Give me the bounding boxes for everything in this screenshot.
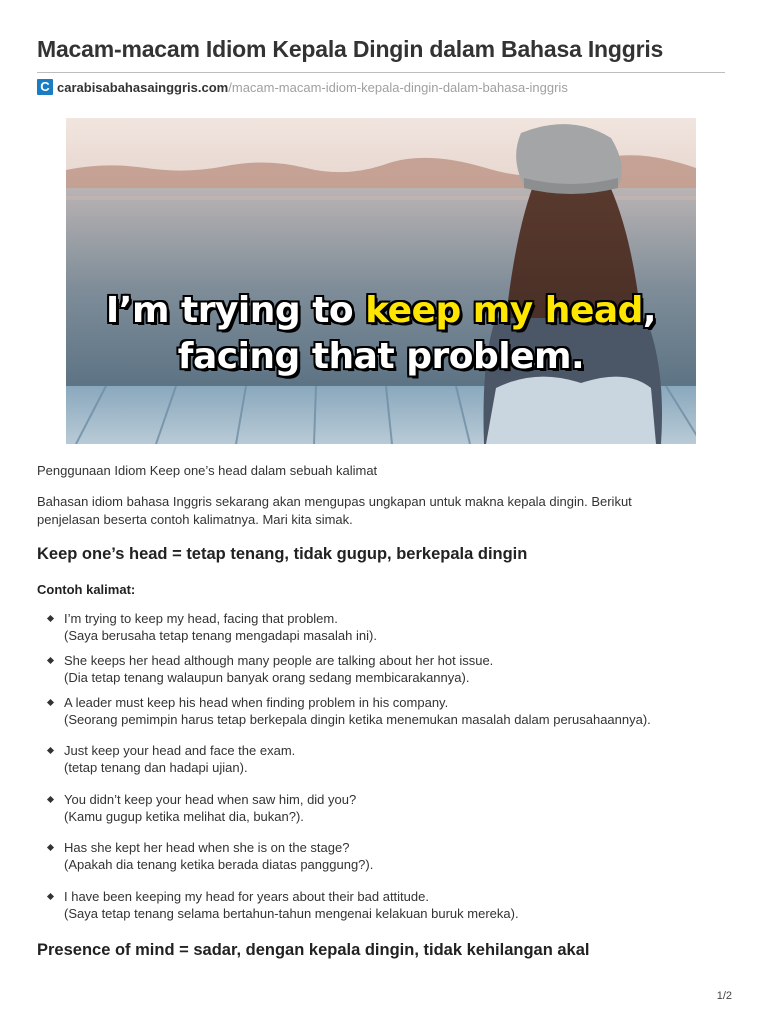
bullet-icon	[47, 699, 54, 706]
example-translation: (Saya tetap tenang selama bertahun-tahun mengenai kelakuan buruk mereka).	[64, 906, 519, 921]
intro-paragraph-line-2: penjelasan beserta contoh kalimatnya. Mari kita simak.	[37, 512, 353, 527]
section-heading-presence-of-mind: Presence of mind = sadar, dengan kepala dingin, tidak kehilangan akal	[37, 941, 590, 959]
list-item	[48, 888, 519, 922]
bullet-icon	[47, 844, 54, 851]
intro-paragraph	[37, 493, 727, 529]
example-translation: (Dia tetap tenang walaupun banyak orang sedang membicarakannya).	[64, 670, 470, 685]
example-english: She keeps her head although many people are talking about her hot issue.	[64, 653, 494, 668]
hero-caption-line-2: facing that problem.	[177, 336, 585, 377]
example-translation: (tetap tenang dan hadapi ujian).	[64, 760, 248, 775]
bullet-icon	[47, 747, 54, 754]
intro-paragraph-line-1: Bahasan idiom bahasa Inggris sekarang akan mengupas ungkapan untuk makna kepala dingin. Berikut	[37, 494, 632, 509]
page-title: Macam-macam Idiom Kepala Dingin dalam Bahasa Inggris	[37, 36, 664, 62]
source-domain[interactable]: carabisabahasainggris.com	[57, 79, 229, 95]
site-favicon-icon: C	[37, 79, 53, 95]
source-url[interactable]	[37, 79, 568, 95]
bullet-icon	[47, 657, 54, 664]
example-english: Just keep your head and face the exam.	[64, 743, 296, 758]
list-item	[48, 610, 377, 644]
bullet-icon	[47, 615, 54, 622]
example-translation: (Apakah dia tenang ketika berada diatas panggung?).	[64, 857, 374, 872]
bullet-icon	[47, 893, 54, 900]
bullet-icon	[47, 796, 54, 803]
title-divider	[37, 72, 725, 73]
list-item	[48, 839, 373, 873]
hero-caption-line-1: I’m trying to keep my head,	[105, 290, 657, 331]
example-translation: (Saya berusaha tetap tenang mengadapi masalah ini).	[64, 628, 377, 643]
source-path[interactable]: /macam-macam-idiom-kepala-dingin-dalam-bahasa-inggris	[228, 79, 568, 95]
example-english: I’m trying to keep my head, facing that problem.	[64, 611, 338, 626]
hero-image	[66, 118, 696, 444]
example-english: You didn’t keep your head when saw him, did you?	[64, 792, 357, 807]
example-english: A leader must keep his head when finding problem in his company.	[64, 695, 449, 710]
image-caption: Penggunaan Idiom Keep one’s head dalam sebuah kalimat	[37, 463, 378, 478]
example-translation: (Kamu gugup ketika melihat dia, bukan?).	[64, 809, 304, 824]
examples-label: Contoh kalimat:	[37, 582, 136, 597]
hero-photo	[66, 118, 696, 444]
example-english: Has she kept her head when she is on the stage?	[64, 840, 350, 855]
list-item	[48, 791, 356, 825]
list-item	[48, 694, 651, 728]
list-item	[48, 652, 493, 686]
hero-caption-highlight: keep my head	[365, 290, 643, 331]
page-number: 1/2	[716, 990, 732, 1002]
list-item	[48, 742, 295, 776]
section-heading-keep-ones-head: Keep one’s head = tetap tenang, tidak gugup, berkepala dingin	[37, 545, 528, 563]
example-translation: (Seorang pemimpin harus tetap berkepala dingin ketika menemukan masalah dalam perusahaannya).	[64, 712, 651, 727]
example-english: I have been keeping my head for years about their bad attitude.	[64, 889, 429, 904]
